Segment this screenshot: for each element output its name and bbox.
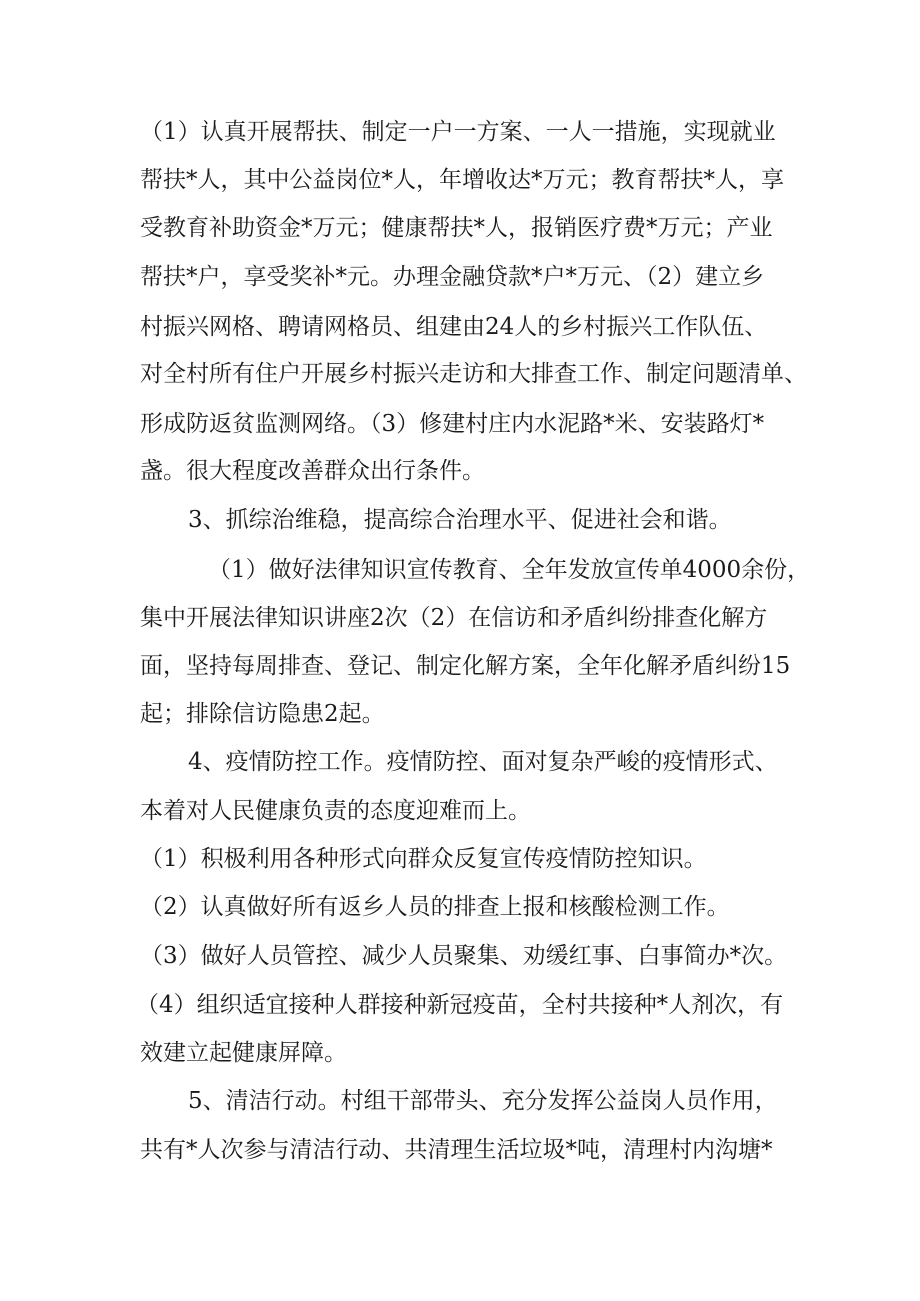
list-item: （3）做好人员管控、减少人员聚集、劝缓红事、白事简办*次。 bbox=[140, 943, 788, 969]
list-item: （4）组织适宜接种人群接种新冠疫苗，全村共接种*人剂次，有 bbox=[136, 992, 784, 1018]
text-line: （1）做好法律知识宣传教育、全年发放宣传单4000余份， bbox=[208, 557, 811, 583]
text-line: 起；排除信访隐患2起。 bbox=[140, 701, 385, 727]
text-line: 集中开展法律知识讲座2次（2）在信访和矛盾纠纷排查化解方 bbox=[140, 605, 768, 631]
text-line: （1）认真开展帮扶、制定一户一方案、一人一措施，实现就业 bbox=[140, 119, 776, 145]
list-item: （1）积极利用各种形式向群众反复宣传疫情防控知识。 bbox=[140, 846, 707, 872]
text-line: 共有*人次参与清洁行动、共清理生活垃圾*吨，清理村内沟塘* bbox=[140, 1137, 773, 1163]
list-item: （2）认真做好所有返乡人员的排查上报和核酸检测工作。 bbox=[140, 894, 730, 920]
section-heading: 4、疫情防控工作。疫情防控、面对复杂严峻的疫情形式、 bbox=[188, 749, 778, 775]
text-line: 对全村所有住户开展乡村振兴走访和大排查工作、制定问题清单、 bbox=[140, 361, 807, 387]
text-line: 盏。很大程度改善群众出行条件。 bbox=[140, 458, 485, 484]
text-line: 效建立起健康屏障。 bbox=[140, 1040, 347, 1066]
section-heading: 3、抓综治维稳，提高综合治理水平、促进社会和谐。 bbox=[188, 507, 732, 533]
text-line: 面，坚持每周排查、登记、制定化解方案，全年化解矛盾纠纷15 bbox=[140, 653, 791, 679]
text-line: 受教育补助资金*万元；健康帮扶*人，报销医疗费*万元；产业 bbox=[140, 215, 773, 241]
text-line: 帮扶*人，其中公益岗位*人，年增收达*万元；教育帮扶*人，享 bbox=[140, 167, 784, 193]
text-line: 村振兴网格、聘请网格员、组建由24人的乡村振兴工作队伍、 bbox=[140, 314, 768, 340]
text-line: 帮扶*户，享受奖补*元。办理金融贷款*户*万元、（2）建立乡 bbox=[140, 264, 765, 290]
text-line: 形成防返贫监测网络。（3）修建村庄内水泥路*米、安装路灯* bbox=[140, 411, 765, 437]
section-heading: 5、清洁行动。村组干部带头、充分发挥公益岗人员作用， bbox=[188, 1088, 778, 1114]
text-line: 本着对人民健康负责的态度迎难而上。 bbox=[140, 798, 531, 824]
